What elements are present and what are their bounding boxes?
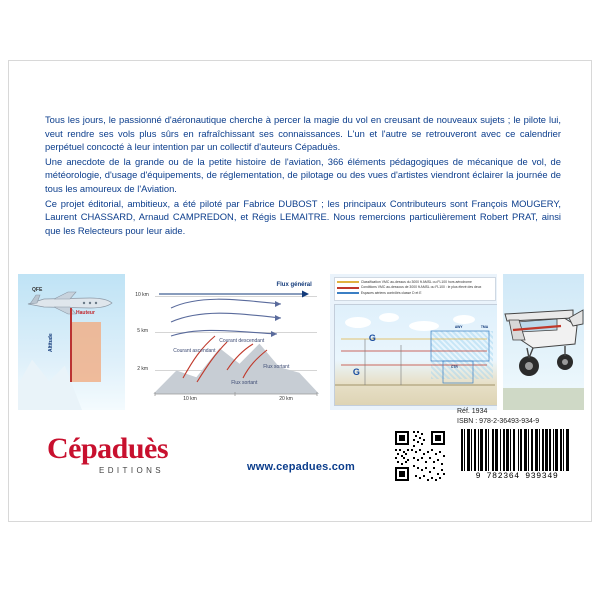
label-qfe: QFE [32,287,43,293]
label-awy: AWY [454,325,463,329]
legend-swatch-3 [337,292,359,294]
altitude-bar [71,322,101,382]
identifier-block [457,407,539,427]
label-tma: TMA [480,325,489,329]
publisher-logo [47,433,237,475]
label-ctr: CTR [450,365,458,369]
barcode-bars [461,429,573,471]
blurb-text [45,113,561,237]
illustration-altitude-diagram [17,273,126,411]
book-back-cover [8,60,592,522]
label-10km-alt: 10 km [135,292,149,298]
illustration-airflow-diagram [130,273,325,411]
qr-code [393,429,447,483]
label-courant-descendant: Courant descendant [219,338,265,344]
barcode-number: 9 782364 939349 [475,472,559,481]
label-flux-sortant-1: Flux sortant [263,364,290,370]
label-altitude: Altitude [48,333,54,352]
reference-number: Réf. 1934 [457,408,488,415]
light-aircraft-icon [503,274,585,411]
publisher-tagline: EDITIONS [99,466,164,475]
label-g-lower: G [352,367,360,377]
legend-swatch-2 [337,287,359,289]
illustration-light-aircraft [502,273,585,411]
label-10km-dist: 10 km [183,396,197,402]
illustration-airspace-chart [329,273,498,411]
label-2km-alt: 2 km [137,366,149,372]
legend-text-2: Conditions VMC au-dessous de 3000 ft AMSL ou FL100 : le plus élevé des deux [360,285,482,290]
label-flux-general: Flux général [276,282,312,288]
legend-entry-3 [337,291,493,296]
isbn-number: ISBN : 978-2-36493-934-9 [457,418,540,425]
legend-swatch-1 [337,281,359,283]
publisher-name: Cépaduès [47,432,169,465]
label-5km-alt: 5 km [137,328,149,334]
blurb-paragraph-1: Tous les jours, le passionné d'aéronautique cherche à percer la magie du vol en creusant de nouveaux sujets ; le pilote lui, veut rendre ses vols plus sûrs en rafraîchissant ses connaissances. L'un et l'autre se retrouveront avec ce calendrier perpétuel concocté à leur intention par un collectif d'auteurs Cépaduès. [45,114,561,153]
label-20km-dist: 20 km [279,396,293,402]
legend-text-3: Espaces aériens contrôlés classe D et E [360,290,422,295]
publisher-website[interactable]: www.cepadues.com [247,461,355,473]
altitude-axis [70,308,72,382]
label-flux-sortant-2: Flux sortant [231,380,258,386]
airspace-lines [335,305,495,403]
airspace-field [334,304,498,406]
label-courant-ascendant: Courant ascendant [173,348,216,354]
label-hauteur: Hauteur [76,310,95,316]
illustration-strip [17,273,585,411]
label-g-upper: G [368,333,376,343]
blurb-paragraph-2: Une anecdote de la grande ou de la petite histoire de l'aviation, 366 éléments pédagogiques de mécanique de vol, de météorologie, d'usage d'équipements, de réglementation, de pilotage ou des vues d'artistes viendront éclairer la journée de tous les amoureux de l'Aviation. [45,155,561,194]
barcode [461,429,573,481]
chart-legend [334,277,496,301]
blurb-paragraph-3: Ce projet éditorial, ambitieux, a été piloté par Fabrice DUBOST ; les principaux Contributeurs sont François MOUGERY, Laurent CHASSARD, Arnaud CAMPREDON, et Régis LEMAITRE. Nous remercions particulièrement Robert PRAT, ainsi que les Relecteurs pour leur aide. [45,197,561,236]
legend-text-1: Classification VMC au-dessus du 3000 ft AMSL ou FL100 hors aérodrome [360,280,472,284]
